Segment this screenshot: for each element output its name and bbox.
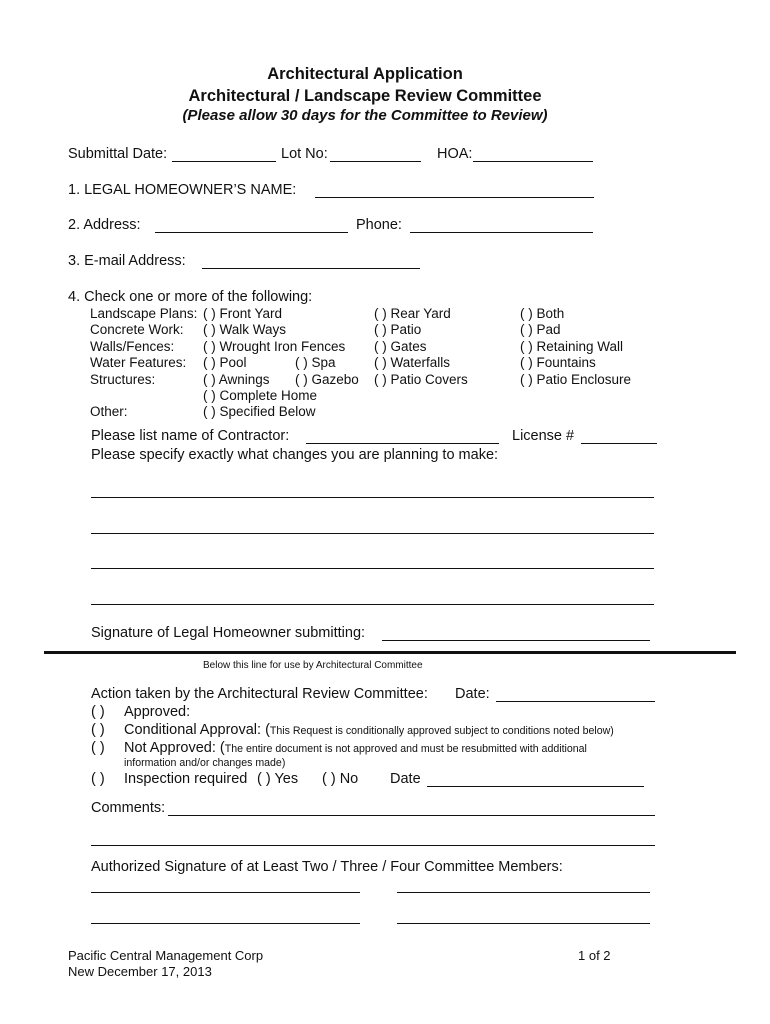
checkbox-conditional-approval[interactable]: ( ) bbox=[91, 722, 105, 738]
checkbox-fountains[interactable]: ( ) Fountains bbox=[520, 355, 596, 370]
committee-signature-2[interactable] bbox=[397, 892, 650, 893]
changes-label: Please specify exactly what changes you are planning to make: bbox=[91, 447, 499, 463]
checkbox-inspection-yes[interactable]: ( ) Yes bbox=[257, 771, 299, 787]
form-subtitle: Architectural / Landscape Review Committee bbox=[188, 87, 542, 105]
comments-line-1[interactable] bbox=[168, 815, 655, 816]
action-taken-label: Action taken by the Architectural Review Committee: bbox=[91, 686, 428, 702]
checklist-heading: 4. Check one or more of the following: bbox=[68, 289, 313, 305]
committee-signature-3[interactable] bbox=[91, 923, 360, 924]
checkbox-pool[interactable]: ( ) Pool bbox=[203, 355, 247, 370]
approved-label: Approved: bbox=[124, 704, 191, 720]
changes-line-4[interactable] bbox=[91, 604, 654, 605]
changes-line-1[interactable] bbox=[91, 497, 654, 498]
address-label: 2. Address: bbox=[68, 217, 141, 233]
checkbox-waterfalls[interactable]: ( ) Waterfalls bbox=[374, 355, 451, 370]
checkbox-pad[interactable]: ( ) Pad bbox=[520, 322, 561, 337]
homeowner-name-label: 1. LEGAL HOMEOWNER’S NAME: bbox=[68, 182, 297, 198]
conditional-approval-label bbox=[124, 722, 614, 738]
not-approved-label bbox=[124, 740, 587, 756]
checkbox-gates[interactable]: ( ) Gates bbox=[374, 339, 427, 354]
lot-no-field[interactable] bbox=[330, 161, 421, 162]
checkbox-wrought-iron-fences[interactable]: ( ) Wrought Iron Fences bbox=[203, 339, 346, 354]
inspection-date-label: Date bbox=[390, 771, 421, 787]
inspection-label: Inspection required bbox=[124, 771, 248, 787]
hoa-label: HOA: bbox=[437, 146, 473, 162]
homeowner-name-field[interactable] bbox=[315, 197, 594, 198]
changes-line-3[interactable] bbox=[91, 568, 654, 569]
inspection-date-field[interactable] bbox=[427, 786, 644, 787]
category-label: Walls/Fences: bbox=[90, 339, 175, 354]
email-field[interactable] bbox=[202, 268, 420, 269]
checkbox-specified-below[interactable]: ( ) Specified Below bbox=[203, 404, 316, 419]
authorized-signature-label: Authorized Signature of at Least Two / Three / Four Committee Members: bbox=[91, 859, 563, 875]
checkbox-retaining-wall[interactable]: ( ) Retaining Wall bbox=[520, 339, 624, 354]
action-date-field[interactable] bbox=[496, 701, 655, 702]
checkbox-patio-covers[interactable]: ( ) Patio Covers bbox=[374, 372, 468, 387]
email-label: 3. E-mail Address: bbox=[68, 253, 186, 269]
checkbox-patio-enclosure[interactable]: ( ) Patio Enclosure bbox=[520, 372, 632, 387]
category-label: Concrete Work: bbox=[90, 322, 184, 337]
license-field[interactable] bbox=[581, 443, 657, 444]
not-approved-text: Not Approved: ( bbox=[124, 740, 225, 756]
checkbox-awnings[interactable]: ( ) Awnings bbox=[203, 372, 270, 387]
checkbox-both[interactable]: ( ) Both bbox=[520, 306, 565, 321]
divider-note: Below this line for use by Architectural Committee bbox=[203, 660, 423, 671]
page-number: 1 of 2 bbox=[578, 948, 611, 963]
homeowner-signature-label: Signature of Legal Homeowner submitting: bbox=[91, 625, 366, 641]
checkbox-not-approved[interactable]: ( ) bbox=[91, 740, 105, 756]
category-label: Water Features: bbox=[90, 355, 187, 370]
lot-no-label: Lot No: bbox=[281, 146, 328, 162]
form-title: Architectural Application bbox=[267, 65, 463, 83]
checkbox-inspection-no[interactable]: ( ) No bbox=[322, 771, 359, 787]
not-approved-note-2: information and/or changes made) bbox=[124, 757, 286, 769]
checkbox-front-yard[interactable]: ( ) Front Yard bbox=[203, 306, 283, 321]
category-label: Other: bbox=[90, 404, 128, 419]
category-label: Structures: bbox=[90, 372, 156, 387]
footer-revised-date: New December 17, 2013 bbox=[68, 964, 212, 979]
action-date-label: Date: bbox=[455, 686, 490, 702]
homeowner-signature-field[interactable] bbox=[382, 640, 650, 641]
phone-label: Phone: bbox=[356, 217, 402, 233]
category-label: Landscape Plans: bbox=[90, 306, 198, 321]
contractor-field[interactable] bbox=[306, 443, 499, 444]
conditional-approval-text: Conditional Approval: ( bbox=[124, 722, 270, 738]
checkbox-spa[interactable]: ( ) Spa bbox=[295, 355, 336, 370]
changes-line-2[interactable] bbox=[91, 533, 654, 534]
checkbox-gazebo[interactable]: ( ) Gazebo bbox=[295, 372, 359, 387]
hoa-field[interactable] bbox=[473, 161, 593, 162]
checkbox-walk-ways[interactable]: ( ) Walk Ways bbox=[203, 322, 286, 337]
comments-label: Comments: bbox=[91, 800, 166, 816]
checkbox-rear-yard[interactable]: ( ) Rear Yard bbox=[374, 306, 451, 321]
conditional-approval-note: This Request is conditionally approved subject to conditions noted below) bbox=[269, 725, 614, 737]
license-label: License # bbox=[512, 428, 575, 444]
section-divider bbox=[44, 651, 736, 654]
address-field[interactable] bbox=[155, 232, 348, 233]
checkbox-inspection-required[interactable]: ( ) bbox=[91, 771, 105, 787]
review-note: (Please allow 30 days for the Committee to Review) bbox=[182, 107, 548, 124]
checkbox-patio[interactable]: ( ) Patio bbox=[374, 322, 422, 337]
phone-field[interactable] bbox=[410, 232, 593, 233]
submittal-date-field[interactable] bbox=[172, 161, 276, 162]
footer-company: Pacific Central Management Corp bbox=[68, 948, 264, 963]
contractor-label: Please list name of Contractor: bbox=[91, 428, 290, 444]
checkbox-approved[interactable]: ( ) bbox=[91, 704, 105, 720]
checkbox-complete-home[interactable]: ( ) Complete Home bbox=[203, 388, 318, 403]
submittal-date-label: Submittal Date: bbox=[68, 146, 168, 162]
committee-signature-1[interactable] bbox=[91, 892, 360, 893]
committee-signature-4[interactable] bbox=[397, 923, 650, 924]
comments-line-2[interactable] bbox=[91, 845, 655, 846]
not-approved-note: The entire document is not approved and must be resubmitted with additional bbox=[224, 743, 587, 755]
